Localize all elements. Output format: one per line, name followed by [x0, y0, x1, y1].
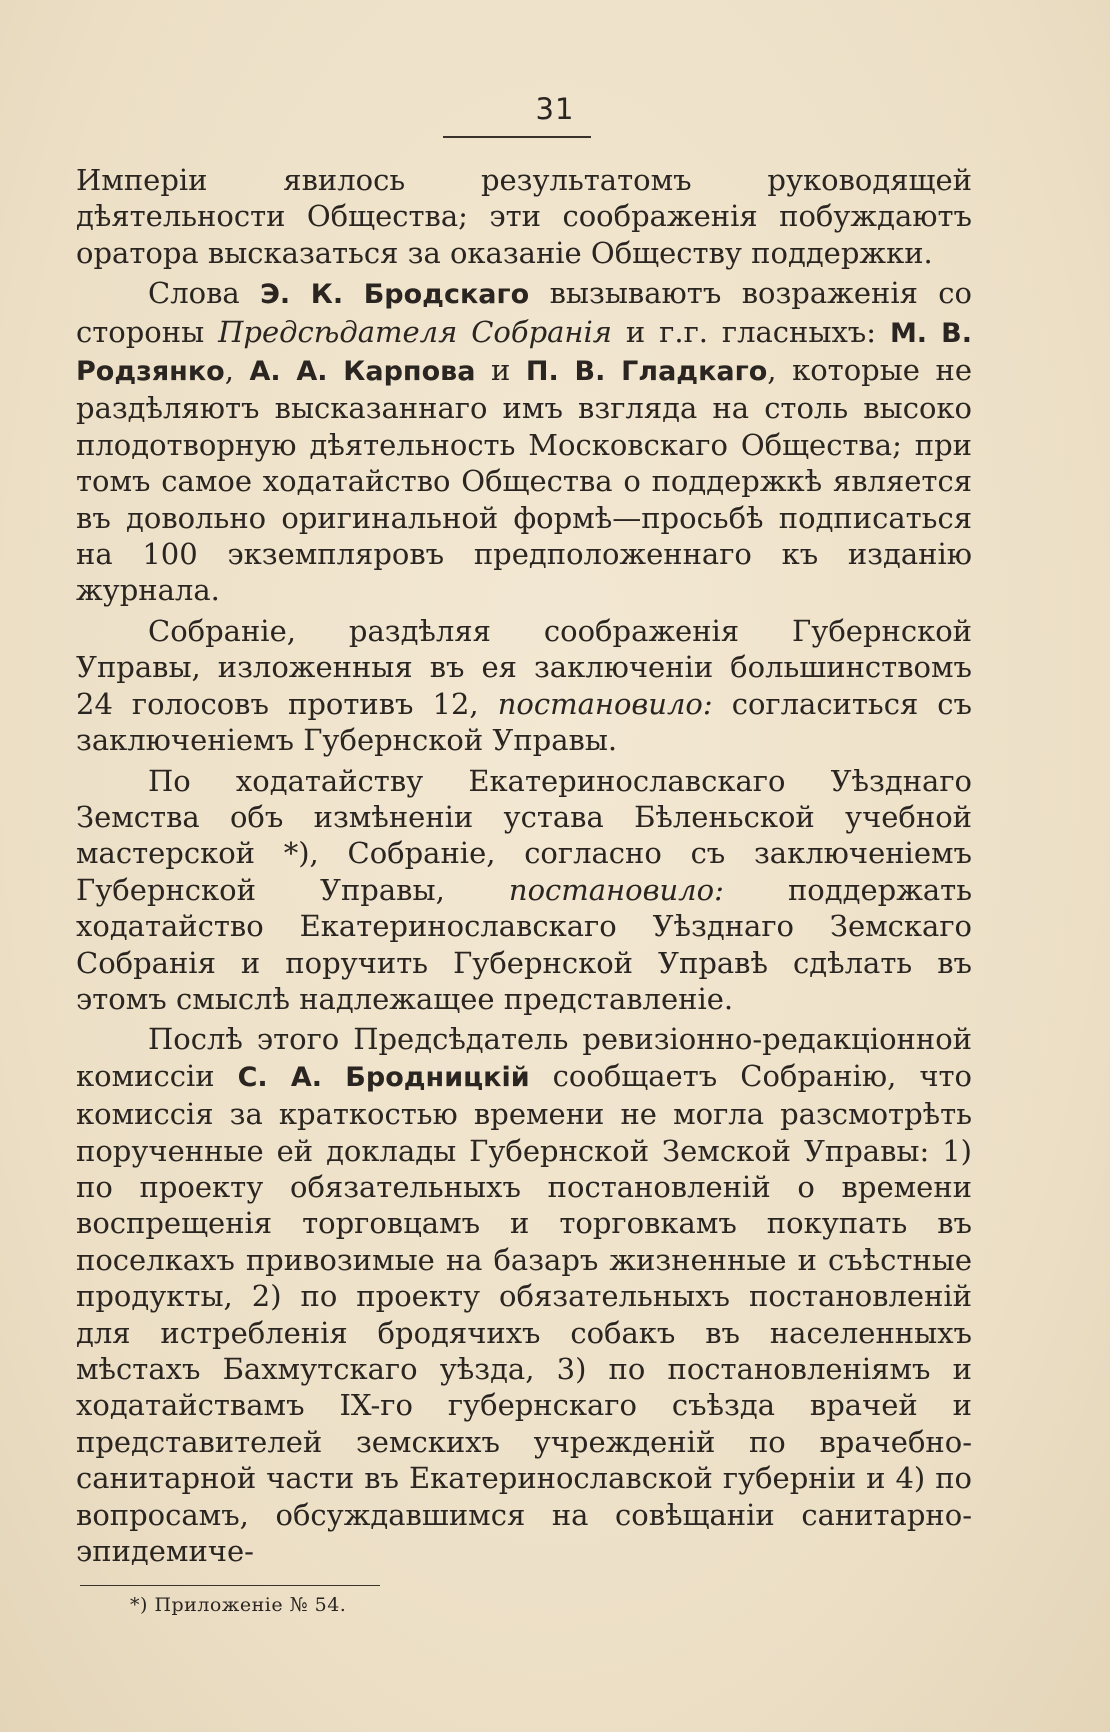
italic-phrase: постановило: — [508, 872, 724, 907]
text-segment: и г.г. гласныхъ: — [612, 314, 890, 349]
italic-phrase: Предсѣдателя Собранія — [218, 314, 613, 349]
text-segment: поддержать ходатайство Екатеринославскаго Уѣзднаго Земскаго Собранія и поручить Губернской Управѣ сдѣлать въ этомъ смыслѣ надлежащее представленіе. — [76, 872, 972, 1016]
page-number-rule — [443, 136, 591, 138]
paragraph — [76, 613, 972, 759]
paragraph — [76, 275, 972, 609]
person-name: П. В. Гладкаго — [525, 356, 768, 388]
person-name: М. В. Родзянко — [76, 317, 972, 388]
footnote-rule — [80, 1585, 380, 1586]
text-segment: , — [224, 353, 250, 388]
text-segment: Собраніе, раздѣляя соображенія Губернской Управы, изложенныя въ ея заключеніи большинствомъ 24 голосовъ противъ 12, — [76, 613, 972, 721]
text-segment: По ходатайству Екатеринославскаго Уѣзднаго Земства объ измѣненіи устава Бѣленьской учебной мастерской *), Собраніе, согласно съ заключеніемъ Губернской Управы, — [76, 763, 972, 907]
person-name: С. А. Бродницкій — [237, 1061, 530, 1093]
text-segment: вызываютъ возраженія со стороны — [76, 276, 973, 349]
text-segment: Слова — [148, 276, 261, 311]
italic-phrase: постановило: — [497, 686, 713, 721]
body-text — [76, 162, 972, 1573]
text-segment: Имперіи явилось результатомъ руководящей дѣятельности Общества; эти соображенія побуждаютъ оратора высказаться за оказаніе Обществу поддержки. — [76, 163, 972, 270]
text-segment: и — [475, 353, 526, 388]
paragraph — [76, 1021, 972, 1569]
footnote: *) Приложеніе № 54. — [130, 1594, 347, 1616]
person-name: А. А. Карпова — [249, 356, 476, 388]
paragraph — [76, 763, 972, 1018]
page-number: 31 — [535, 92, 575, 126]
text-segment: , которые не раздѣляютъ высказаннаго имъ взгляда на столь высоко плодотворную дѣятельность Московскаго Общества; при томъ самое ходатайство Общества о поддержкѣ является въ довольно оригинальной формѣ—просьбѣ подписаться на 100 экземпляровъ предположеннаго къ изданію журнала. — [76, 353, 973, 608]
text-segment: согласиться съ заключеніемъ Губернской Управы. — [76, 686, 972, 758]
text-segment: Послѣ этого Предсѣдатель ревизіонно-редакціонной комиссіи — [76, 1022, 972, 1093]
person-name: Э. К. Бродскаго — [260, 279, 530, 311]
text-segment: сообщаетъ Собранію, что комиссія за краткостью времени не могла разсмотрѣть порученные ей доклады Губернской Земской Управы: 1) по проекту обязательныхъ постановленій о времени воспрещенія торговцамъ и торговкамъ покупать въ поселкахъ привозимые на базаръ жизненные и съѣстные продукты, 2) по проекту обязательныхъ постановленій для истребленія бродячихъ собакъ въ населенныхъ мѣстахъ Бахмутскаго уѣзда, 3) по постановленіямъ и ходатайствамъ IX-го губернскаго съѣзда врачей и представителей земскихъ учрежденій по врачебно-санитарной части въ Екатеринославской губерніи и 4) по вопросамъ, обсуждавшимся на совѣщаніи санитарно-эпидемиче- — [76, 1058, 973, 1569]
paragraph — [76, 162, 972, 271]
